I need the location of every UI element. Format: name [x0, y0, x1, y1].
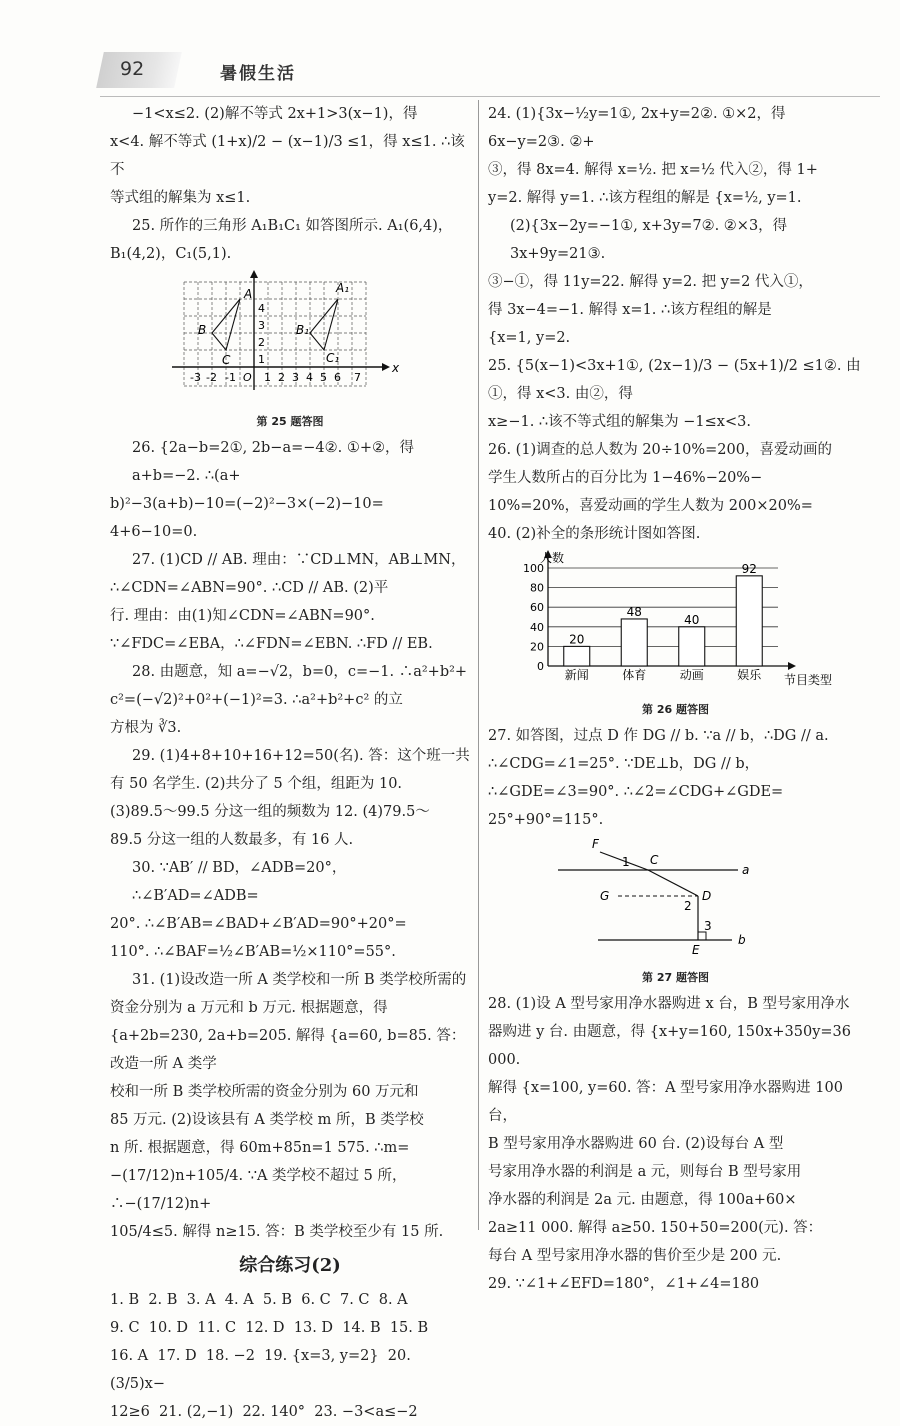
page-number: 92 [120, 58, 145, 80]
y-tick-label: 60 [530, 601, 544, 615]
category-label: 动画 [679, 668, 704, 682]
answer-line: (2){3x−2y=−1①, x+3y=7②. ②×3，得 3x+9y=21③. [510, 218, 792, 262]
answer-line: 110°. ∴∠BAF=½∠B′AB=½×110°=55°. [110, 944, 396, 960]
y-tick-label: 40 [530, 620, 544, 634]
x-tick-label: O [243, 371, 252, 384]
x-axis-label: x [392, 361, 400, 375]
fig26-caption: 第 26 题答图 [642, 703, 709, 716]
answer-line: 25. 所作的三角形 A₁B₁C₁ 如答图所示. A₁(6,4)， [132, 218, 453, 234]
answer-line: −1<x≤2. (2)解不等式 2x+1>3(x−1)，得 [132, 106, 418, 122]
label-g: G [600, 889, 610, 903]
answer-line: ∵∠FDC=∠EBA，∴∠FDN=∠EBN. ∴FD // EB. [110, 636, 433, 652]
answer-line: 2a≥11 000. 解得 a≥50. 150+50=200(元). 答： [488, 1220, 823, 1236]
category-label: 体育 [622, 668, 647, 682]
answer-line: 27. 如答图，过点 D 作 DG // b. ∵a // b，∴DG // a. [488, 728, 829, 744]
y-axis-arrow [250, 270, 258, 278]
page-header [100, 52, 880, 90]
category-label: 娱乐 [737, 668, 762, 682]
x-tick-label: 1 [264, 371, 271, 384]
answer-line: {a+2b=230, 2a+b=205. 解得 {a=60, b=85. 答：改造一所 A 类学 [110, 1028, 466, 1072]
answer-line: 85 万元. (2)设该县有 A 类学校 m 所，B 类学校 [110, 1112, 424, 1128]
label-a: a [742, 863, 750, 877]
bar-value-label: 48 [626, 604, 642, 619]
point-label-b: B [198, 323, 207, 337]
bar-value-label: 20 [569, 632, 585, 647]
answer-line: B₁(4,2)，C₁(5,1). [110, 246, 232, 262]
y-tick-label: 20 [530, 640, 544, 654]
bar-2 [679, 627, 705, 666]
label-f: F [592, 837, 599, 851]
y-tick-label: 0 [537, 660, 544, 673]
category-label: 新闻 [564, 668, 589, 682]
answer-line: 得 3x−4=−1. 解得 x=1. ∴该方程组的解是 [488, 302, 772, 318]
x-tick-label: 5 [320, 371, 327, 384]
point-label-b1: B₁ [296, 323, 310, 337]
answer-line: x≥−1. ∴该不等式组的解集为 −1≤x<3. [488, 414, 751, 430]
segment-cd [648, 870, 698, 896]
answer-line: −(17/12)n+105/4. ∵A 类学校不超过 5 所，∴−(17/12)n+ [110, 1168, 407, 1212]
fig27-diagram [488, 834, 863, 956]
answer-line: 等式组的解集为 x≤1. [110, 190, 251, 206]
answer-line: 28. 由题意，知 a=−√2，b=0，c=−1. ∴a²+b²+ [132, 664, 468, 680]
fig26-bar-chart [488, 548, 863, 688]
answer-key-line: 9. C 10. D 11. C 12. D 13. D 14. B 15. B [110, 1320, 429, 1336]
point-label-c1: C₁ [326, 351, 340, 365]
x-tick-label: 3 [292, 371, 299, 384]
fig25-grid-figure [110, 268, 470, 400]
answer-line: B 型号家用净水器购进 60 台. (2)设每台 A 型 [488, 1136, 784, 1152]
answer-line: 净水器的利润是 2a 元. 由题意，得 100a+60× [488, 1192, 797, 1208]
answer-line: {x=1, y=2. [488, 330, 571, 346]
x-axis-arrow [382, 363, 390, 371]
x-tick-label: 6 [334, 371, 341, 384]
right-column [488, 100, 863, 1298]
answer-line: 29. ∵∠1+∠EFD=180°，∠1+∠4=180 [488, 1276, 760, 1292]
label-d: D [702, 889, 712, 903]
label-3: 3 [704, 919, 712, 933]
bar-3 [736, 576, 762, 666]
answer-line: 资金分别为 a 万元和 b 万元. 根据题意，得 [110, 1000, 388, 1016]
y-tick-label: 80 [530, 581, 544, 595]
bar-value-label: 92 [741, 561, 757, 576]
answer-line: y=2. 解得 y=1. ∴该方程组的解是 {x=½, y=1. [488, 190, 802, 206]
answer-line: 26. (1)调查的总人数为 20÷10%=200，喜爱动画的 [488, 442, 832, 458]
answer-key-line: 12≥6 21. (2,−1) 22. 140° 23. −3<a≤−2 [110, 1404, 418, 1420]
x-tick-label: 7 [354, 371, 361, 384]
chart-bars [564, 576, 763, 666]
answer-line: ③，得 8x=4. 解得 x=½. 把 x=½ 代入②，得 1+ [488, 162, 818, 178]
bar-0 [564, 646, 590, 666]
column-divider [478, 100, 479, 1230]
answer-line: 31. (1)设改造一所 A 类学校和一所 B 类学校所需的 [132, 972, 467, 988]
answer-line: ∴∠GDE=∠3=90°. ∴∠2=∠CDG+∠GDE= [488, 784, 784, 800]
answer-line: 解得 {x=100, y=60. 答：A 型号家用净水器购进 100 台， [488, 1080, 848, 1124]
answer-line: 每台 A 型号家用净水器的售价至少是 200 元. [488, 1248, 782, 1264]
bar-value-label: 40 [684, 612, 700, 627]
label-b: b [738, 933, 746, 947]
answer-line: 10%=20%，喜爱动画的学生人数为 200×20%= [488, 498, 813, 514]
chart-xlabel: 节目类型 [784, 673, 833, 687]
answer-line: 105/4≤5. 解得 n≥15. 答：B 类学校至少有 15 所. [110, 1224, 444, 1240]
answer-line: n 所. 根据题意，得 60m+85n=1 575. ∴m= [110, 1140, 410, 1156]
label-1: 1 [622, 855, 630, 869]
answer-line: 26. {2a−b=2①, 2b−a=−4②. ①+②，得 a+b=−2. ∴(a+ [132, 440, 419, 484]
y-tick-label: 4 [258, 302, 265, 315]
answer-line: 29. (1)4+8+10+16+12=50(名). 答：这个班一共 [132, 748, 470, 764]
x-tick-label: -2 [206, 371, 217, 384]
answer-line: ∴∠CDG=∠1=25°. ∵DE⊥b，DG // b， [488, 756, 760, 772]
answer-key-line: 1. B 2. B 3. A 4. A 5. B 6. C 7. C 8. A [110, 1292, 408, 1308]
bar-1 [621, 619, 647, 666]
point-label-a1: A₁ [336, 281, 350, 295]
answer-line: 校和一所 B 类学校所需的资金分别为 60 万元和 [110, 1084, 419, 1100]
answer-line: ∴∠CDN=∠ABN=90°. ∴CD // AB. (2)平 [110, 580, 389, 596]
right-angle-mark [698, 932, 706, 940]
answer-line: 器购进 y 台. 由题意，得 {x+y=160, 150x+350y=36 000. [488, 1024, 856, 1068]
answer-line: 方根为 ∛3. [110, 720, 182, 736]
answer-line: 89.5 分这一组的人数最多，有 16 人. [110, 832, 354, 848]
answer-line: 28. (1)设 A 型号家用净水器购进 x 台，B 型号家用净水 [488, 996, 850, 1012]
answer-line: 25. {5(x−1)<3x+1①, (2x−1)/3 − (5x+1)/2 ≤1②. 由①，得 x<3. 由②，得 [488, 358, 861, 402]
answer-line: 20°. ∴∠B′AB=∠BAD+∠B′AD=90°+20°= [110, 916, 407, 932]
section-title: 综合练习(2) [239, 1255, 341, 1276]
chart-ylabel: 人数 [540, 551, 565, 565]
left-column [110, 100, 470, 1426]
answer-line: 30. ∵AB′ // BD，∠ADB=20°，∴∠B′AD=∠ADB= [132, 860, 347, 904]
y-tick-label: 2 [258, 336, 265, 349]
answer-line: 有 50 名学生. (2)共分了 5 个组，组距为 10. [110, 776, 403, 792]
x-tick-label: -1 [225, 371, 236, 384]
point-label-a: A [244, 287, 253, 301]
y-tick-label: 1 [258, 353, 265, 366]
x-tick-label: 2 [278, 371, 285, 384]
label-2: 2 [684, 899, 692, 913]
answer-line: b)²−3(a+b)−10=(−2)²−3×(−2)−10= [110, 496, 384, 512]
answer-line: (3)89.5～99.5 分这一组的频数为 12. (4)79.5～ [110, 804, 430, 820]
answer-line: 4+6−10=0. [110, 524, 198, 540]
answer-line: 25°+90°=115°. [488, 812, 604, 828]
answer-line: c²=(−√2)²+0²+(−1)²=3. ∴a²+b²+c² 的立 [110, 692, 403, 708]
x-axis-arrow [788, 662, 796, 670]
y-tick-label: 100 [523, 562, 544, 575]
x-tick-label: 4 [306, 371, 313, 384]
answer-line: 24. (1){3x−½y=1①, 2x+y=2②. ①×2，得 6x−y=2③. ②+ [488, 106, 791, 150]
point-label-c: C [222, 353, 231, 367]
x-tick-label: -3 [190, 371, 201, 384]
header-rule [100, 96, 880, 97]
label-c: C [650, 853, 659, 867]
answer-line: 40. (2)补全的条形统计图如答图. [488, 526, 701, 542]
answer-line: x<4. 解不等式 (1+x)/2 − (x−1)/3 ≤1，得 x≤1. ∴该不 [110, 134, 465, 178]
answer-line: ③−①，得 11y=22. 解得 y=2. 把 y=2 代入①， [488, 274, 813, 290]
answer-line: 27. (1)CD // AB. 理由：∵CD⊥MN，AB⊥MN， [132, 552, 466, 568]
fig27-caption: 第 27 题答图 [642, 971, 709, 984]
y-tick-label: 3 [258, 319, 265, 332]
fig25-caption: 第 25 题答图 [256, 415, 324, 428]
book-title: 暑假生活 [220, 64, 296, 84]
answer-key-line: 16. A 17. D 18. −2 19. {x=3, y=2} 20. (3/5)x− [110, 1348, 416, 1392]
answer-line: 学生人数所占的百分比为 1−46%−20%− [488, 470, 763, 486]
answer-line: 行. 理由：由(1)知∠CDN=∠ABN=90°. [110, 608, 375, 624]
answer-line: 号家用净水器的利润是 a 元，则每台 B 型号家用 [488, 1164, 802, 1180]
label-e: E [692, 943, 700, 956]
